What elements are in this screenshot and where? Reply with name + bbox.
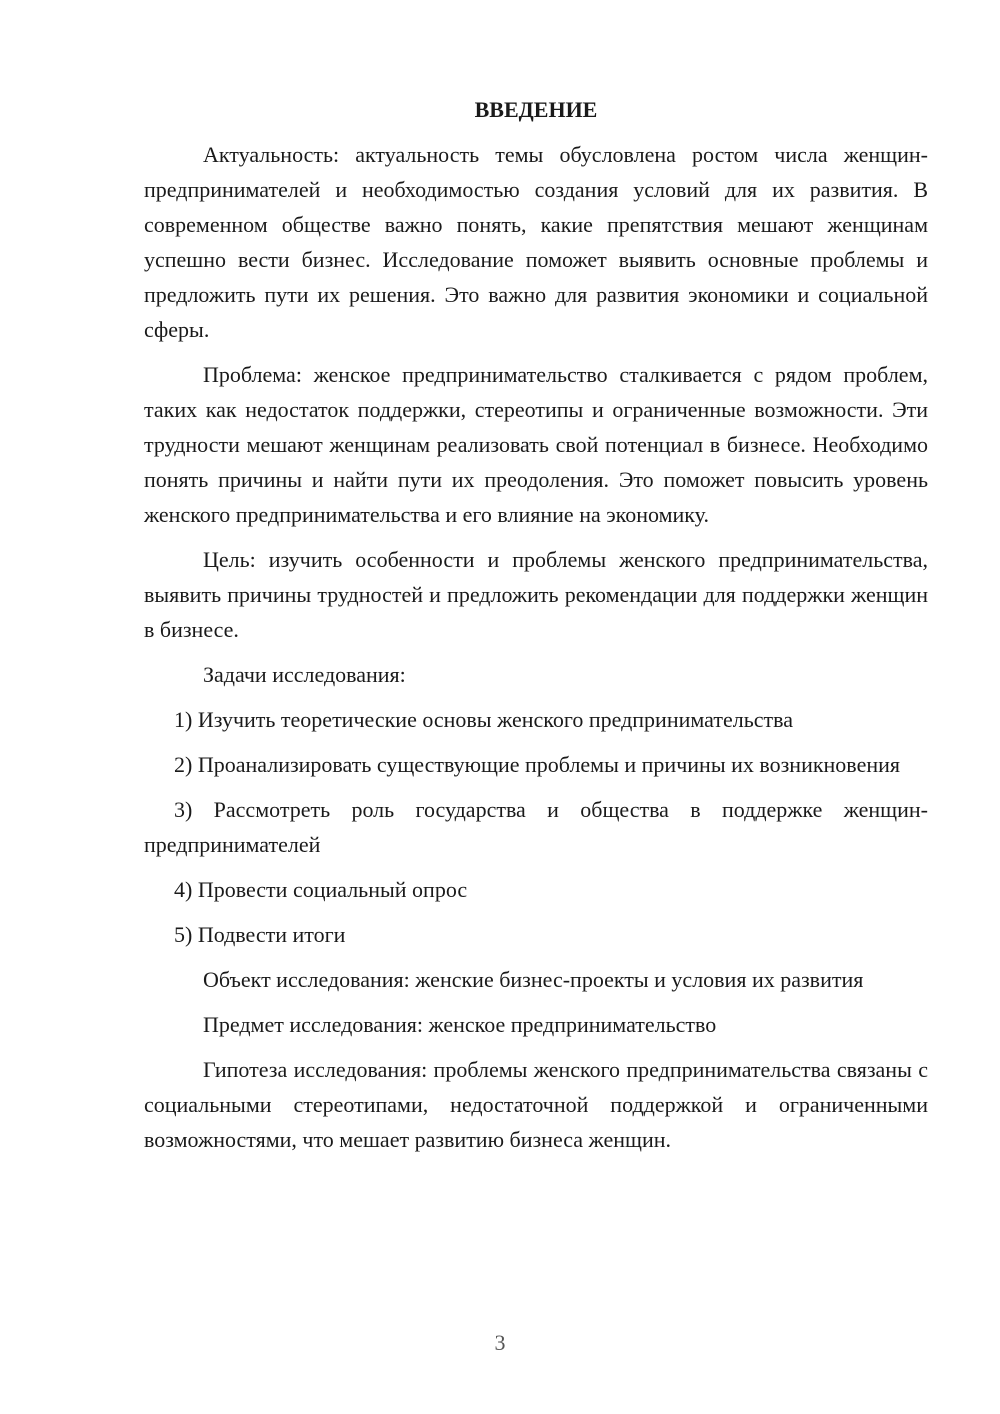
- paragraph-subject: Предмет исследования: женское предпринимательство: [203, 1012, 717, 1037]
- page-number: 3: [494, 1330, 506, 1355]
- paragraph-goal: Цель: изучить особенности и проблемы женского предпринимательства, выявить причины трудностей и предложить рекомендации для поддержки женщин в бизнесе.: [144, 547, 928, 642]
- task-item-3: 3) Рассмотреть роль государства и общества в поддержке женщин-предпринимателей: [144, 797, 928, 857]
- tasks-heading: Задачи исследования:: [203, 662, 406, 687]
- paragraph-problem: Проблема: женское предпринимательство сталкивается с рядом проблем, таких как недостаток поддержки, стереотипы и ограниченные возможности. Эти трудности мешают женщинам реализовать свой потенциал в бизнесе. Необходимо понять причины и найти пути их преодоления. Это поможет повысить уровень женского предпринимательства и его влияние на экономику.: [144, 362, 928, 527]
- section-title: ВВЕДЕНИЕ: [474, 97, 598, 122]
- task-item-5: 5) Подвести итоги: [174, 922, 346, 947]
- document-page: [144, 92, 928, 1157]
- task-item-2: 2) Проанализировать существующие проблемы и причины их возникновения: [174, 752, 900, 777]
- task-item-4: 4) Провести социальный опрос: [174, 877, 468, 902]
- paragraph-relevance: Актуальность: актуальность темы обусловлена ростом числа женщин-предпринимателей и необходимостью создания условий для их развития. В современном обществе важно понять, какие препятствия мешают женщинам успешно вести бизнес. Исследование поможет выявить основные проблемы и предложить пути их решения. Это важно для развития экономики и социальной сферы.: [144, 142, 928, 342]
- task-item-1: 1) Изучить теоретические основы женского предпринимательства: [174, 707, 793, 732]
- paragraph-object: Объект исследования: женские бизнес-проекты и условия их развития: [203, 967, 864, 992]
- paragraph-hypothesis: Гипотеза исследования: проблемы женского предпринимательства связаны с социальными стереотипами, недостаточной поддержкой и ограниченными возможностями, что мешает развитию бизнеса женщин.: [144, 1057, 928, 1152]
